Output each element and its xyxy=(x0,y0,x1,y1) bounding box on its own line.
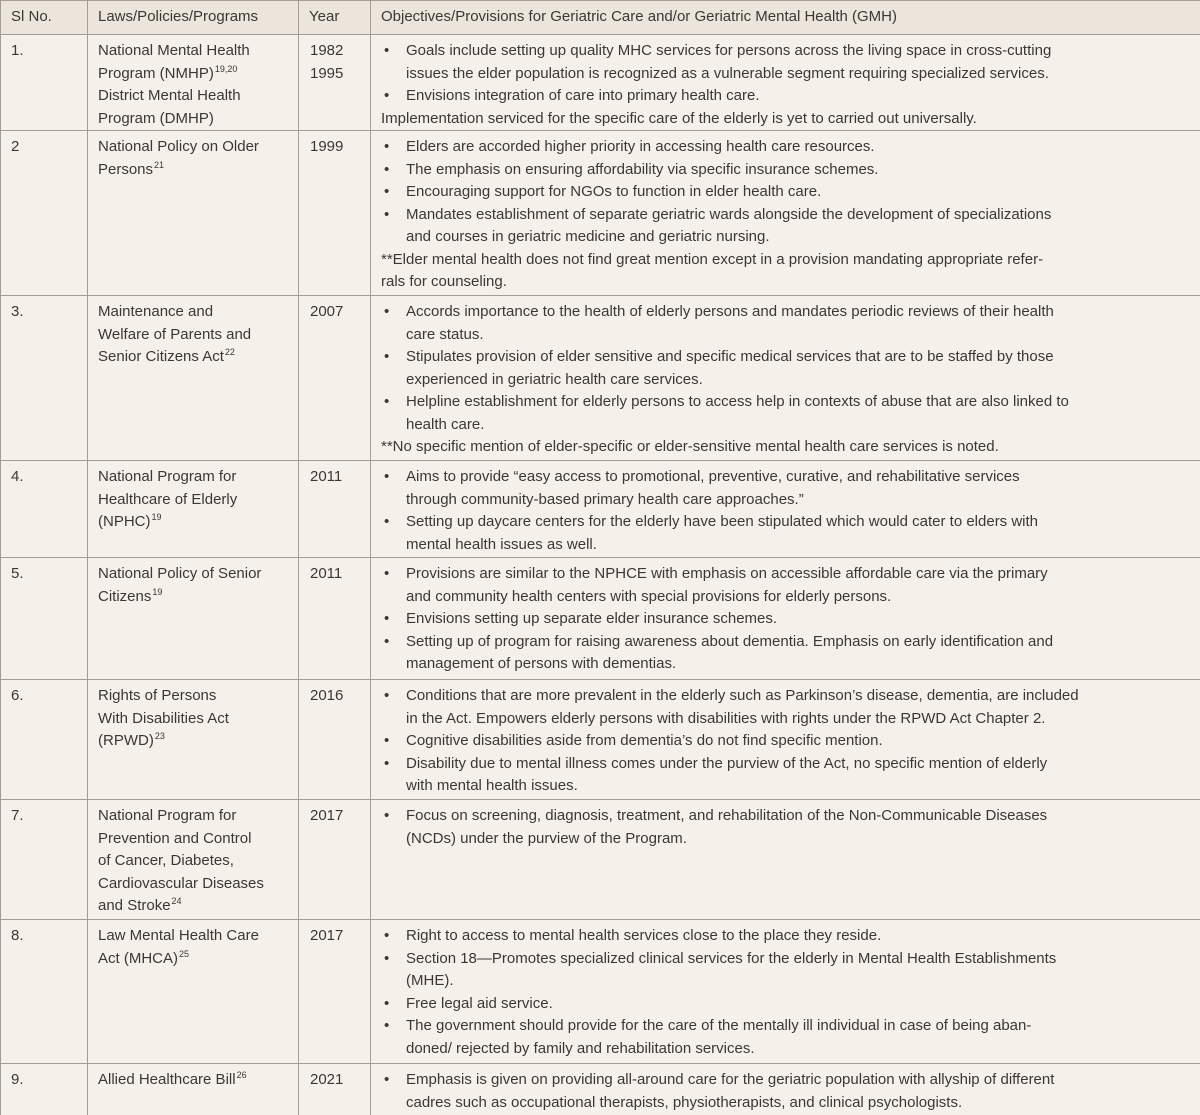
header-objectives: Objectives/Provisions for Geriatric Care and/or Geriatric Mental Health (GMH) xyxy=(371,1,1200,35)
year-cell: 2011 xyxy=(299,461,371,558)
objective-bullet: • Stipulates provision of elder sensitive and specific medical services that are to be staffed by those experienced in geriatric health care services. xyxy=(381,346,1194,391)
header-sl-no: Sl No. xyxy=(1,1,88,35)
law-name: National Policy of Senior Citizens xyxy=(98,565,262,605)
table-row xyxy=(1,680,1200,800)
objectives-cell xyxy=(371,296,1200,461)
objective-bullet: • Setting up daycare centers for the elderly have been stipulated which would cater to elders with mental health issues as well. xyxy=(381,511,1194,556)
sl-no-cell: 4. xyxy=(1,461,88,558)
table-row xyxy=(1,35,1200,131)
sl-no-cell: 2 xyxy=(1,131,88,296)
objective-bullet: • Right to access to mental health services close to the place they reside. xyxy=(381,925,1194,948)
objectives-cell xyxy=(371,461,1200,558)
table-row xyxy=(1,131,1200,296)
reference-superscript: 26 xyxy=(236,1070,247,1080)
objectives-cell xyxy=(371,920,1200,1064)
law-name-cell xyxy=(88,920,299,1064)
table-body xyxy=(1,35,1200,1115)
year-cell: 2011 xyxy=(299,558,371,680)
objective-bullet: • Aims to provide “easy access to promotional, preventive, curative, and rehabilitative services through community-based primary health care approaches.” xyxy=(381,466,1194,511)
reference-superscript: 19 xyxy=(152,586,163,597)
objective-bullet: • Free legal aid service. xyxy=(381,993,1194,1016)
law-name-cell xyxy=(88,35,299,131)
objective-note: **No specific mention of elder-specific or elder-sensitive mental health care services is noted. xyxy=(381,438,999,455)
table-header xyxy=(1,1,1200,35)
header-row xyxy=(1,1,1200,35)
objective-bullet: • Provisions are similar to the NPHCE with emphasis on accessible affordable care via the primary and community health centers with special provisions for elderly persons. xyxy=(381,563,1194,608)
law-name-continued: District Mental Health Program (DMHP) xyxy=(98,87,241,127)
objective-bullet: • Envisions integration of care into primary health care. xyxy=(381,85,1194,108)
year-cell: 2016 xyxy=(299,680,371,800)
objective-bullet: • The government should provide for the care of the mentally ill individual in case of being aban- doned/ rejected by family and rehabilitation services. xyxy=(381,1015,1194,1060)
sl-no-cell: 6. xyxy=(1,680,88,800)
law-name: Law Mental Health Care Act (MHCA) xyxy=(98,927,259,967)
law-name-cell xyxy=(88,296,299,461)
year-cell: 2007 xyxy=(299,296,371,461)
year-cell: 1982 1995 xyxy=(299,35,371,131)
year-cell: 1999 xyxy=(299,131,371,296)
objective-bullet: • Focus on screening, diagnosis, treatment, and rehabilitation of the Non-Communicable Diseases (NCDs) under the purview of the Program. xyxy=(381,805,1194,850)
sl-no-cell: 5. xyxy=(1,558,88,680)
sl-no-cell: 3. xyxy=(1,296,88,461)
objective-bullet: • Mandates establishment of separate geriatric wards alongside the development of specializations and courses in geriatric medicine and geriatric nursing. xyxy=(381,204,1194,249)
table-row xyxy=(1,461,1200,558)
table-row xyxy=(1,558,1200,680)
objective-bullet: • Goals include setting up quality MHC services for persons across the living space in cross-cutting issues the elder population is recognized as a vulnerable segment requiring specialized services. xyxy=(381,40,1194,85)
objective-bullet: • Setting up of program for raising awareness about dementia. Emphasis on early identification and management of persons with dementias. xyxy=(381,631,1194,676)
sl-no-cell: 9. xyxy=(1,1064,88,1115)
objective-bullet: • The emphasis on ensuring affordability via specific insurance schemes. xyxy=(381,159,1194,182)
reference-superscript: 19 xyxy=(151,512,162,522)
table-row xyxy=(1,920,1200,1064)
objectives-cell xyxy=(371,35,1200,131)
law-name-cell xyxy=(88,1064,299,1115)
law-name: National Program for Prevention and Control of Cancer, Diabetes, Cardiovascular Diseases and Stroke xyxy=(98,807,264,914)
law-name: National Mental Health Program (NMHP) xyxy=(98,42,250,82)
objective-bullet: • Cognitive disabilities aside from dementia’s do not find specific mention. xyxy=(381,730,1194,753)
objective-bullet: • Encouraging support for NGOs to function in elder health care. xyxy=(381,181,1194,204)
header-year: Year xyxy=(299,1,371,35)
reference-superscript: 24 xyxy=(171,896,182,906)
reference-superscript: 25 xyxy=(179,948,190,959)
header-laws: Laws/Policies/Programs xyxy=(88,1,299,35)
table-row xyxy=(1,800,1200,920)
law-name: National Program for Healthcare of Elderly (NPHC) xyxy=(98,468,238,530)
reference-superscript: 21 xyxy=(154,159,165,170)
objective-bullet: • Section 18—Promotes specialized clinical services for the elderly in Mental Health Establishments (MHE). xyxy=(381,948,1194,993)
sl-no-cell: 8. xyxy=(1,920,88,1064)
objective-bullet: • Elders are accorded higher priority in accessing health care resources. xyxy=(381,136,1194,159)
table-row xyxy=(1,296,1200,461)
law-name-cell xyxy=(88,461,299,558)
objective-bullet: • Disability due to mental illness comes under the purview of the Act, no specific mention of elderly with mental health issues. xyxy=(381,753,1194,798)
objectives-cell xyxy=(371,680,1200,800)
objectives-cell xyxy=(371,800,1200,920)
objective-note: Implementation serviced for the specific care of the elderly is yet to carried out universally. xyxy=(381,109,977,127)
reference-superscript: 22 xyxy=(224,347,235,357)
law-name: Allied Healthcare Bill xyxy=(98,1071,236,1088)
law-name: National Policy on Older Persons xyxy=(98,138,259,178)
law-name-cell xyxy=(88,680,299,800)
objectives-cell xyxy=(371,131,1200,296)
sl-no-cell: 7. xyxy=(1,800,88,920)
law-name-cell xyxy=(88,558,299,680)
objective-note: **Elder mental health does not find great mention except in a provision mandating appropriate refer- rals for counseling. xyxy=(381,250,1044,290)
year-cell: 2017 xyxy=(299,800,371,920)
objective-bullet: • Envisions setting up separate elder insurance schemes. xyxy=(381,608,1194,631)
objectives-cell xyxy=(371,558,1200,680)
table-row xyxy=(1,1064,1200,1115)
law-name-cell xyxy=(88,131,299,296)
law-name: Maintenance and Welfare of Parents and Senior Citizens Act xyxy=(98,303,252,365)
law-name-cell xyxy=(88,800,299,920)
objective-bullet: • Conditions that are more prevalent in the elderly such as Parkinson’s disease, dementia, are included in the Act. Empowers elderly persons with disabilities with rights under the RPWD Act Chapter 2. xyxy=(381,685,1194,730)
objective-bullet: • Accords importance to the health of elderly persons and mandates periodic reviews of their health care status. xyxy=(381,301,1194,346)
reference-superscript: 23 xyxy=(154,731,165,741)
objective-bullet: • Emphasis is given on providing all-around care for the geriatric population with allyship of different cadres such as occupational therapists, physiotherapists, and clinical psychologists. xyxy=(381,1069,1194,1114)
year-cell: 2017 xyxy=(299,920,371,1064)
reference-superscript: 19,20 xyxy=(214,63,238,74)
law-name: Rights of Persons With Disabilities Act (RPWD) xyxy=(98,687,229,749)
objective-bullet: • Helpline establishment for elderly persons to access help in contexts of abuse that are also linked to health care. xyxy=(381,391,1194,436)
year-cell: 2021 xyxy=(299,1064,371,1115)
sl-no-cell: 1. xyxy=(1,35,88,131)
objectives-cell xyxy=(371,1064,1200,1115)
